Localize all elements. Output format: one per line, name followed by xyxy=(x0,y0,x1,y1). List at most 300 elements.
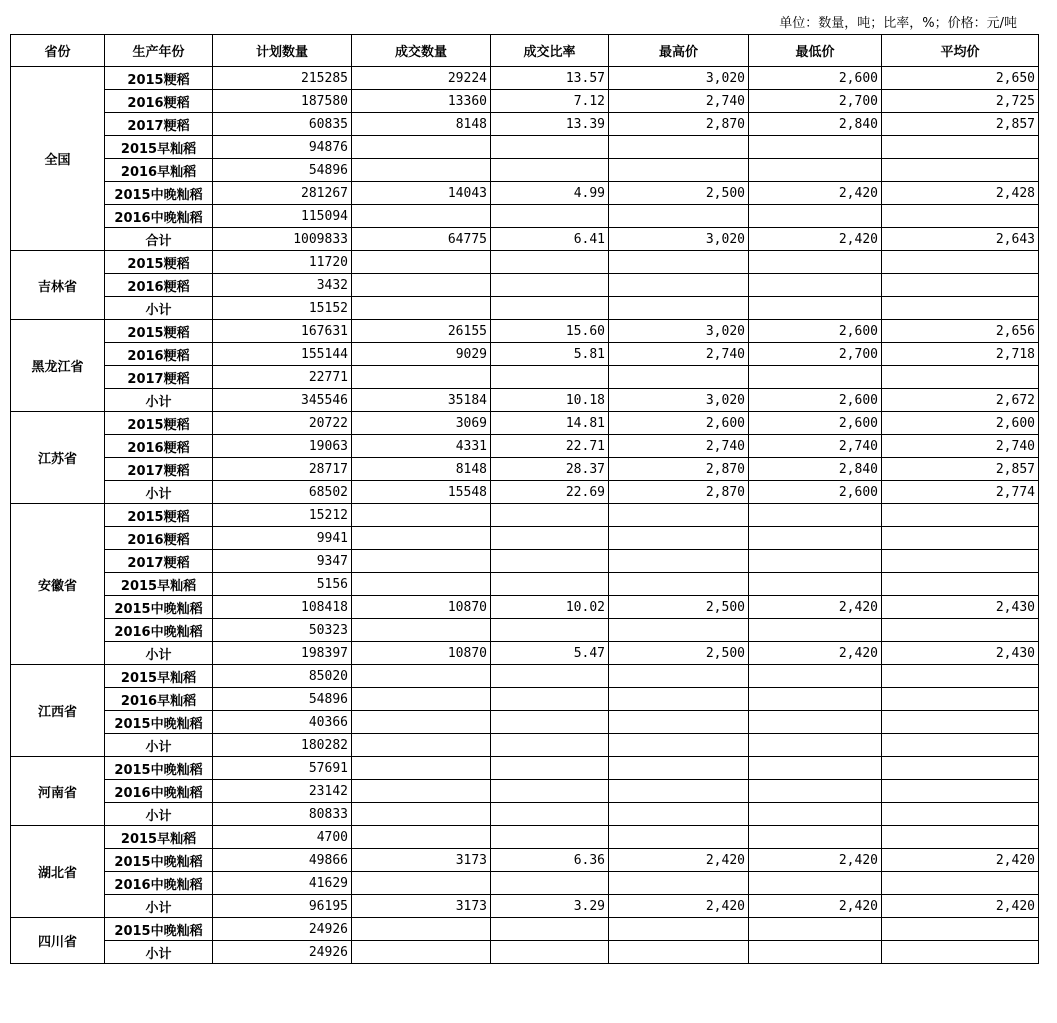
avg-price-cell xyxy=(882,734,1039,757)
table-row xyxy=(11,872,1039,895)
min-price-cell: 2,700 xyxy=(749,343,882,366)
deal-qty-cell: 3173 xyxy=(352,849,491,872)
deal-rate-cell: 15.60 xyxy=(491,320,609,343)
planned-qty-cell: 1009833 xyxy=(213,228,352,251)
table-row xyxy=(11,550,1039,573)
deal-qty-cell xyxy=(352,251,491,274)
min-price-cell xyxy=(749,780,882,803)
planned-qty-cell: 20722 xyxy=(213,412,352,435)
year-cell: 2016早籼稻 xyxy=(105,688,213,711)
max-price-cell xyxy=(609,918,749,941)
province-cell: 河南省 xyxy=(11,757,105,826)
max-price-cell xyxy=(609,366,749,389)
min-price-cell xyxy=(749,550,882,573)
deal-qty-cell xyxy=(352,665,491,688)
table-row xyxy=(11,619,1039,642)
min-price-cell: 2,600 xyxy=(749,481,882,504)
avg-price-cell: 2,430 xyxy=(882,642,1039,665)
planned-qty-cell: 28717 xyxy=(213,458,352,481)
max-price-cell xyxy=(609,297,749,320)
deal-rate-cell xyxy=(491,941,609,964)
table-row xyxy=(11,297,1039,320)
deal-rate-cell xyxy=(491,872,609,895)
min-price-cell xyxy=(749,688,882,711)
avg-price-cell xyxy=(882,274,1039,297)
deal-rate-cell xyxy=(491,734,609,757)
max-price-cell xyxy=(609,205,749,228)
deal-qty-cell xyxy=(352,757,491,780)
header-province: 省份 xyxy=(11,35,105,67)
planned-qty-cell: 187580 xyxy=(213,90,352,113)
max-price-cell xyxy=(609,872,749,895)
avg-price-cell: 2,600 xyxy=(882,412,1039,435)
max-price-cell xyxy=(609,136,749,159)
avg-price-cell xyxy=(882,619,1039,642)
header-planned-qty: 计划数量 xyxy=(213,35,352,67)
max-price-cell: 2,500 xyxy=(609,642,749,665)
min-price-cell: 2,420 xyxy=(749,849,882,872)
deal-rate-cell xyxy=(491,527,609,550)
min-price-cell: 2,420 xyxy=(749,642,882,665)
year-cell: 2016中晚籼稻 xyxy=(105,619,213,642)
avg-price-cell: 2,857 xyxy=(882,458,1039,481)
deal-qty-cell: 15548 xyxy=(352,481,491,504)
year-cell: 2015中晚籼稻 xyxy=(105,757,213,780)
deal-rate-cell: 22.71 xyxy=(491,435,609,458)
min-price-cell xyxy=(749,573,882,596)
deal-qty-cell: 29224 xyxy=(352,67,491,90)
avg-price-cell: 2,672 xyxy=(882,389,1039,412)
table-row xyxy=(11,941,1039,964)
min-price-cell: 2,420 xyxy=(749,228,882,251)
min-price-cell xyxy=(749,205,882,228)
table-row xyxy=(11,780,1039,803)
year-cell: 小计 xyxy=(105,803,213,826)
deal-qty-cell: 3173 xyxy=(352,895,491,918)
planned-qty-cell: 281267 xyxy=(213,182,352,205)
table-row xyxy=(11,113,1039,136)
avg-price-cell xyxy=(882,504,1039,527)
year-cell: 2015早籼稻 xyxy=(105,136,213,159)
deal-qty-cell xyxy=(352,619,491,642)
header-avg-price: 平均价 xyxy=(882,35,1039,67)
max-price-cell xyxy=(609,826,749,849)
planned-qty-cell: 60835 xyxy=(213,113,352,136)
deal-rate-cell xyxy=(491,573,609,596)
deal-rate-cell xyxy=(491,803,609,826)
planned-qty-cell: 22771 xyxy=(213,366,352,389)
year-cell: 小计 xyxy=(105,642,213,665)
deal-qty-cell xyxy=(352,941,491,964)
planned-qty-cell: 155144 xyxy=(213,343,352,366)
deal-rate-cell: 28.37 xyxy=(491,458,609,481)
avg-price-cell: 2,430 xyxy=(882,596,1039,619)
deal-rate-cell xyxy=(491,274,609,297)
header-row xyxy=(11,35,1039,67)
table-row xyxy=(11,412,1039,435)
min-price-cell: 2,420 xyxy=(749,182,882,205)
min-price-cell: 2,420 xyxy=(749,895,882,918)
table-row xyxy=(11,757,1039,780)
planned-qty-cell: 41629 xyxy=(213,872,352,895)
max-price-cell xyxy=(609,941,749,964)
max-price-cell xyxy=(609,688,749,711)
year-cell: 2015粳稻 xyxy=(105,67,213,90)
avg-price-cell: 2,725 xyxy=(882,90,1039,113)
min-price-cell xyxy=(749,366,882,389)
year-cell: 2015中晚籼稻 xyxy=(105,182,213,205)
deal-rate-cell: 22.69 xyxy=(491,481,609,504)
deal-rate-cell: 5.81 xyxy=(491,343,609,366)
min-price-cell xyxy=(749,159,882,182)
deal-rate-cell: 3.29 xyxy=(491,895,609,918)
avg-price-cell xyxy=(882,918,1039,941)
deal-rate-cell xyxy=(491,619,609,642)
min-price-cell xyxy=(749,711,882,734)
avg-price-cell xyxy=(882,872,1039,895)
table-row xyxy=(11,159,1039,182)
max-price-cell: 3,020 xyxy=(609,228,749,251)
deal-qty-cell xyxy=(352,918,491,941)
deal-rate-cell xyxy=(491,711,609,734)
planned-qty-cell: 85020 xyxy=(213,665,352,688)
province-cell: 全国 xyxy=(11,67,105,251)
year-cell: 2016粳稻 xyxy=(105,90,213,113)
year-cell: 2016中晚籼稻 xyxy=(105,205,213,228)
avg-price-cell: 2,643 xyxy=(882,228,1039,251)
table-row xyxy=(11,711,1039,734)
max-price-cell: 2,870 xyxy=(609,458,749,481)
table-row xyxy=(11,573,1039,596)
max-price-cell: 2,740 xyxy=(609,435,749,458)
table-row xyxy=(11,320,1039,343)
year-cell: 2015早籼稻 xyxy=(105,826,213,849)
year-cell: 小计 xyxy=(105,734,213,757)
min-price-cell: 2,740 xyxy=(749,435,882,458)
max-price-cell: 2,870 xyxy=(609,113,749,136)
deal-qty-cell xyxy=(352,550,491,573)
max-price-cell xyxy=(609,711,749,734)
year-cell: 合计 xyxy=(105,228,213,251)
planned-qty-cell: 5156 xyxy=(213,573,352,596)
header-min-price: 最低价 xyxy=(749,35,882,67)
max-price-cell: 2,600 xyxy=(609,412,749,435)
table-row xyxy=(11,182,1039,205)
max-price-cell xyxy=(609,159,749,182)
table-row xyxy=(11,458,1039,481)
planned-qty-cell: 40366 xyxy=(213,711,352,734)
deal-qty-cell xyxy=(352,573,491,596)
deal-rate-cell xyxy=(491,780,609,803)
table-body xyxy=(11,67,1039,964)
deal-qty-cell xyxy=(352,159,491,182)
table-row xyxy=(11,435,1039,458)
min-price-cell xyxy=(749,251,882,274)
planned-qty-cell: 108418 xyxy=(213,596,352,619)
min-price-cell xyxy=(749,734,882,757)
avg-price-cell xyxy=(882,688,1039,711)
avg-price-cell: 2,428 xyxy=(882,182,1039,205)
deal-qty-cell xyxy=(352,205,491,228)
deal-qty-cell xyxy=(352,826,491,849)
deal-qty-cell: 3069 xyxy=(352,412,491,435)
table-row xyxy=(11,366,1039,389)
min-price-cell xyxy=(749,918,882,941)
deal-rate-cell xyxy=(491,918,609,941)
province-cell: 安徽省 xyxy=(11,504,105,665)
planned-qty-cell: 54896 xyxy=(213,159,352,182)
planned-qty-cell: 19063 xyxy=(213,435,352,458)
table-row xyxy=(11,596,1039,619)
planned-qty-cell: 11720 xyxy=(213,251,352,274)
planned-qty-cell: 15212 xyxy=(213,504,352,527)
planned-qty-cell: 96195 xyxy=(213,895,352,918)
max-price-cell: 2,420 xyxy=(609,895,749,918)
year-cell: 2016早籼稻 xyxy=(105,159,213,182)
table-row xyxy=(11,504,1039,527)
avg-price-cell xyxy=(882,780,1039,803)
deal-rate-cell xyxy=(491,688,609,711)
avg-price-cell xyxy=(882,573,1039,596)
table-row xyxy=(11,136,1039,159)
deal-rate-cell xyxy=(491,665,609,688)
table-row xyxy=(11,228,1039,251)
avg-price-cell xyxy=(882,366,1039,389)
max-price-cell xyxy=(609,734,749,757)
planned-qty-cell: 115094 xyxy=(213,205,352,228)
planned-qty-cell: 80833 xyxy=(213,803,352,826)
avg-price-cell xyxy=(882,297,1039,320)
max-price-cell: 2,500 xyxy=(609,596,749,619)
table-row xyxy=(11,343,1039,366)
avg-price-cell xyxy=(882,136,1039,159)
avg-price-cell xyxy=(882,527,1039,550)
max-price-cell xyxy=(609,550,749,573)
deal-qty-cell xyxy=(352,688,491,711)
planned-qty-cell: 49866 xyxy=(213,849,352,872)
planned-qty-cell: 180282 xyxy=(213,734,352,757)
min-price-cell: 2,840 xyxy=(749,458,882,481)
year-cell: 2015粳稻 xyxy=(105,320,213,343)
planned-qty-cell: 167631 xyxy=(213,320,352,343)
planned-qty-cell: 4700 xyxy=(213,826,352,849)
planned-qty-cell: 50323 xyxy=(213,619,352,642)
deal-qty-cell: 14043 xyxy=(352,182,491,205)
year-cell: 2017粳稻 xyxy=(105,550,213,573)
province-cell: 湖北省 xyxy=(11,826,105,918)
min-price-cell: 2,420 xyxy=(749,596,882,619)
avg-price-cell xyxy=(882,159,1039,182)
table-row xyxy=(11,688,1039,711)
planned-qty-cell: 3432 xyxy=(213,274,352,297)
avg-price-cell xyxy=(882,550,1039,573)
table-row xyxy=(11,665,1039,688)
planned-qty-cell: 345546 xyxy=(213,389,352,412)
planned-qty-cell: 24926 xyxy=(213,918,352,941)
deal-rate-cell: 4.99 xyxy=(491,182,609,205)
avg-price-cell: 2,656 xyxy=(882,320,1039,343)
avg-price-cell xyxy=(882,205,1039,228)
header-deal-rate: 成交比率 xyxy=(491,35,609,67)
avg-price-cell xyxy=(882,665,1039,688)
year-cell: 2015早籼稻 xyxy=(105,665,213,688)
deal-qty-cell: 4331 xyxy=(352,435,491,458)
year-cell: 2015早籼稻 xyxy=(105,573,213,596)
year-cell: 2015中晚籼稻 xyxy=(105,711,213,734)
table-row xyxy=(11,481,1039,504)
min-price-cell: 2,600 xyxy=(749,389,882,412)
avg-price-cell xyxy=(882,803,1039,826)
deal-rate-cell: 6.36 xyxy=(491,849,609,872)
avg-price-cell: 2,857 xyxy=(882,113,1039,136)
planned-qty-cell: 23142 xyxy=(213,780,352,803)
year-cell: 2015中晚籼稻 xyxy=(105,596,213,619)
unit-note: 单位：数量，吨；比率，%；价格：元/吨 xyxy=(779,16,1017,31)
year-cell: 2016粳稻 xyxy=(105,527,213,550)
table-row xyxy=(11,849,1039,872)
min-price-cell: 2,700 xyxy=(749,90,882,113)
max-price-cell: 2,500 xyxy=(609,182,749,205)
planned-qty-cell: 57691 xyxy=(213,757,352,780)
year-cell: 小计 xyxy=(105,941,213,964)
planned-qty-cell: 9347 xyxy=(213,550,352,573)
planned-qty-cell: 94876 xyxy=(213,136,352,159)
avg-price-cell: 2,650 xyxy=(882,67,1039,90)
deal-qty-cell: 26155 xyxy=(352,320,491,343)
max-price-cell xyxy=(609,803,749,826)
year-cell: 2015中晚籼稻 xyxy=(105,849,213,872)
year-cell: 2015中晚籼稻 xyxy=(105,918,213,941)
province-cell: 吉林省 xyxy=(11,251,105,320)
max-price-cell xyxy=(609,527,749,550)
avg-price-cell: 2,740 xyxy=(882,435,1039,458)
deal-rate-cell xyxy=(491,366,609,389)
table-row xyxy=(11,90,1039,113)
table-row xyxy=(11,895,1039,918)
max-price-cell xyxy=(609,251,749,274)
min-price-cell xyxy=(749,297,882,320)
min-price-cell: 2,600 xyxy=(749,412,882,435)
max-price-cell: 2,740 xyxy=(609,90,749,113)
table-row xyxy=(11,918,1039,941)
year-cell: 2015粳稻 xyxy=(105,412,213,435)
deal-qty-cell xyxy=(352,734,491,757)
year-cell: 小计 xyxy=(105,895,213,918)
deal-qty-cell: 35184 xyxy=(352,389,491,412)
max-price-cell: 2,420 xyxy=(609,849,749,872)
avg-price-cell: 2,420 xyxy=(882,895,1039,918)
max-price-cell: 3,020 xyxy=(609,67,749,90)
min-price-cell xyxy=(749,136,882,159)
deal-rate-cell xyxy=(491,504,609,527)
max-price-cell: 2,870 xyxy=(609,481,749,504)
deal-rate-cell: 10.02 xyxy=(491,596,609,619)
avg-price-cell: 2,718 xyxy=(882,343,1039,366)
year-cell: 2016粳稻 xyxy=(105,343,213,366)
planned-qty-cell: 15152 xyxy=(213,297,352,320)
avg-price-cell xyxy=(882,941,1039,964)
deal-qty-cell: 13360 xyxy=(352,90,491,113)
planned-qty-cell: 68502 xyxy=(213,481,352,504)
planned-qty-cell: 198397 xyxy=(213,642,352,665)
deal-rate-cell: 13.57 xyxy=(491,67,609,90)
deal-rate-cell xyxy=(491,251,609,274)
year-cell: 2016粳稻 xyxy=(105,274,213,297)
header-deal-qty: 成交数量 xyxy=(352,35,491,67)
deal-qty-cell: 64775 xyxy=(352,228,491,251)
deal-rate-cell: 13.39 xyxy=(491,113,609,136)
rice-auction-table xyxy=(10,34,1039,964)
table-row xyxy=(11,734,1039,757)
table-row xyxy=(11,389,1039,412)
deal-rate-cell: 6.41 xyxy=(491,228,609,251)
year-cell: 2017粳稻 xyxy=(105,113,213,136)
avg-price-cell: 2,774 xyxy=(882,481,1039,504)
year-cell: 小计 xyxy=(105,389,213,412)
deal-qty-cell xyxy=(352,803,491,826)
deal-qty-cell xyxy=(352,274,491,297)
min-price-cell xyxy=(749,274,882,297)
max-price-cell: 2,740 xyxy=(609,343,749,366)
deal-rate-cell xyxy=(491,297,609,320)
province-cell: 黑龙江省 xyxy=(11,320,105,412)
min-price-cell xyxy=(749,527,882,550)
min-price-cell: 2,840 xyxy=(749,113,882,136)
header-max-price: 最高价 xyxy=(609,35,749,67)
deal-qty-cell: 8148 xyxy=(352,113,491,136)
table-row xyxy=(11,251,1039,274)
deal-rate-cell: 7.12 xyxy=(491,90,609,113)
min-price-cell: 2,600 xyxy=(749,67,882,90)
deal-rate-cell xyxy=(491,550,609,573)
min-price-cell xyxy=(749,941,882,964)
deal-rate-cell: 10.18 xyxy=(491,389,609,412)
deal-qty-cell xyxy=(352,527,491,550)
deal-rate-cell xyxy=(491,205,609,228)
year-cell: 2016粳稻 xyxy=(105,435,213,458)
min-price-cell: 2,600 xyxy=(749,320,882,343)
deal-qty-cell xyxy=(352,297,491,320)
max-price-cell xyxy=(609,274,749,297)
province-cell: 四川省 xyxy=(11,918,105,964)
year-cell: 2016中晚籼稻 xyxy=(105,780,213,803)
year-cell: 2015粳稻 xyxy=(105,504,213,527)
deal-qty-cell: 10870 xyxy=(352,642,491,665)
max-price-cell xyxy=(609,573,749,596)
planned-qty-cell: 215285 xyxy=(213,67,352,90)
header-year: 生产年份 xyxy=(105,35,213,67)
planned-qty-cell: 54896 xyxy=(213,688,352,711)
year-cell: 2017粳稻 xyxy=(105,458,213,481)
deal-qty-cell xyxy=(352,780,491,803)
min-price-cell xyxy=(749,757,882,780)
year-cell: 小计 xyxy=(105,481,213,504)
max-price-cell xyxy=(609,665,749,688)
table-row xyxy=(11,205,1039,228)
avg-price-cell xyxy=(882,757,1039,780)
min-price-cell xyxy=(749,619,882,642)
min-price-cell xyxy=(749,665,882,688)
deal-rate-cell xyxy=(491,757,609,780)
avg-price-cell xyxy=(882,251,1039,274)
deal-rate-cell: 5.47 xyxy=(491,642,609,665)
planned-qty-cell: 9941 xyxy=(213,527,352,550)
deal-rate-cell xyxy=(491,826,609,849)
max-price-cell xyxy=(609,504,749,527)
deal-qty-cell xyxy=(352,504,491,527)
deal-qty-cell xyxy=(352,872,491,895)
planned-qty-cell: 24926 xyxy=(213,941,352,964)
